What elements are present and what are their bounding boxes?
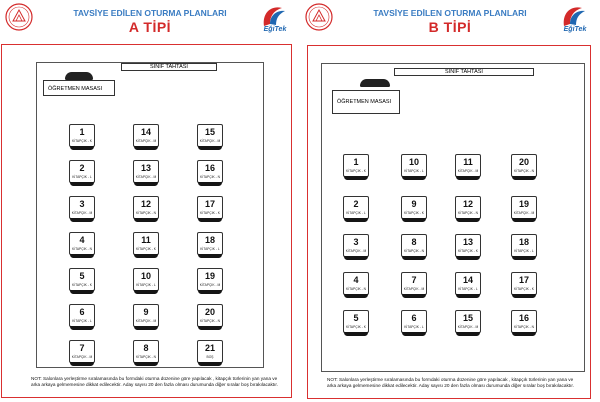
classroom-layout <box>321 63 585 372</box>
exam-seat <box>133 268 159 295</box>
chair-icon <box>344 176 368 180</box>
booklet-type: KİTAPÇIK - N <box>71 247 93 251</box>
exam-seat <box>197 268 223 295</box>
chair-icon <box>198 146 222 150</box>
chair-icon <box>344 332 368 336</box>
teacher-chair-icon <box>65 72 93 80</box>
seat-number: 5 <box>79 271 85 281</box>
seat-number: 13 <box>462 237 473 247</box>
seat-number: 15 <box>462 313 473 323</box>
seat-number: 2 <box>353 199 359 209</box>
classroom-layout <box>36 62 264 368</box>
exam-seat <box>133 124 159 151</box>
plan-type-title: B TİPİ <box>428 19 472 35</box>
exam-seat <box>69 304 95 331</box>
exam-seat <box>511 272 537 299</box>
booklet-type: KİTAPÇIK - K <box>514 287 534 291</box>
seat-number: 1 <box>79 127 85 137</box>
chair-icon <box>402 256 426 260</box>
seat-number: 14 <box>140 127 151 137</box>
exam-seat <box>401 196 427 223</box>
booklet-type: KİTAPÇIK - L <box>136 283 156 287</box>
chair-icon <box>70 182 94 186</box>
booklet-type: KİTAPÇIK - L <box>514 249 534 253</box>
seat-number: 3 <box>79 199 85 209</box>
chair-icon <box>134 218 158 222</box>
seat-number: 17 <box>204 199 215 209</box>
chair-icon <box>70 218 94 222</box>
exam-seat <box>455 196 481 223</box>
booklet-type: KİTAPÇIK - M <box>135 139 157 143</box>
egitek-label: EğiTek <box>563 26 587 33</box>
booklet-type: KİTAPÇIK - K <box>200 211 220 215</box>
instruction-note: NOT: Salonlara yerleştirme sıralamasında bu formdaki oturma düzenine göre yapılacak , kitapçık türlerinin yan yana ve arka arkaya gelmemesine dikkat edilecektir. Aday sayısı 20 den fazla olması durumunda diğer sıralar boş bırakılacaktır. <box>31 376 278 387</box>
seat-number: 18 <box>204 235 215 245</box>
chair-icon <box>456 176 480 180</box>
exam-seat <box>343 272 369 299</box>
exam-seat <box>401 272 427 299</box>
booklet-type: KİTAPÇIK - K <box>346 325 366 329</box>
booklet-type: KİTAPÇIK - N <box>199 175 221 179</box>
exam-seat <box>511 310 537 337</box>
exam-seat <box>133 340 159 367</box>
booklet-type: KİTAPÇIK - L <box>458 287 478 291</box>
chair-icon <box>456 256 480 260</box>
booklet-type: KİTAPÇIK - L <box>200 247 220 251</box>
seat-number: 16 <box>204 163 215 173</box>
chair-icon <box>402 218 426 222</box>
page-heading: TAVSİYE EDİLEN OTURMA PLANLARI <box>73 8 227 18</box>
exam-seat <box>343 154 369 181</box>
exam-seat <box>455 310 481 337</box>
seat-number: 7 <box>79 343 85 353</box>
booklet-type: KİTAPÇIK - M <box>71 355 93 359</box>
seat-number: 20 <box>518 157 529 167</box>
teacher-desk: ÖĞRETMEN MASASI <box>43 80 115 96</box>
booklet-type: KİTAPÇIK - K <box>72 283 92 287</box>
seat-number: 4 <box>79 235 85 245</box>
chair-icon <box>70 326 94 330</box>
seat-number: 12 <box>462 199 473 209</box>
teacher-chair-icon <box>360 79 390 87</box>
seat-number: 9 <box>411 199 417 209</box>
plan-b-header <box>300 0 600 44</box>
chair-icon <box>512 176 536 180</box>
seat-number: 18 <box>518 237 529 247</box>
egitek-label: EğiTek <box>263 26 287 33</box>
teacher-desk: ÖĞRETMEN MASASI <box>332 90 400 114</box>
chair-icon <box>134 362 158 366</box>
booklet-type: KİTAPÇIK - K <box>404 211 424 215</box>
chair-icon <box>456 218 480 222</box>
chair-icon <box>344 256 368 260</box>
exam-seat <box>401 234 427 261</box>
exam-seat <box>401 154 427 181</box>
exam-seat <box>197 304 223 331</box>
seat-number: 19 <box>518 199 529 209</box>
chair-icon <box>198 290 222 294</box>
chair-icon <box>456 294 480 298</box>
exam-seat <box>197 196 223 223</box>
exam-seat <box>455 234 481 261</box>
exam-seat <box>343 310 369 337</box>
seat-number: 10 <box>408 157 419 167</box>
booklet-type: KİTAPÇIK - N <box>513 169 535 173</box>
exam-seat <box>511 234 537 261</box>
booklet-type: KİTAPÇIK - L <box>404 325 424 329</box>
booklet-type: BOŞ <box>206 355 214 359</box>
chair-icon <box>198 362 222 366</box>
booklet-type: KİTAPÇIK - K <box>346 169 366 173</box>
exam-seat <box>511 154 537 181</box>
booklet-type: KİTAPÇIK - M <box>135 319 157 323</box>
exam-seat <box>133 196 159 223</box>
booklet-type: KİTAPÇIK - N <box>199 319 221 323</box>
exam-seat <box>69 124 95 151</box>
plan-type-title: A TİPİ <box>128 19 172 35</box>
chair-icon <box>198 182 222 186</box>
booklet-type: KİTAPÇIK - N <box>135 211 157 215</box>
seat-number: 3 <box>353 237 359 247</box>
booklet-type: KİTAPÇIK - N <box>135 355 157 359</box>
chair-icon <box>344 294 368 298</box>
seat-number: 15 <box>204 127 215 137</box>
seat-number: 13 <box>140 163 151 173</box>
seat-number: 4 <box>353 275 359 285</box>
exam-seat <box>401 310 427 337</box>
exam-seat <box>69 232 95 259</box>
chair-icon <box>512 256 536 260</box>
seat-number: 11 <box>463 157 473 167</box>
seat-number: 6 <box>411 313 417 323</box>
seat-number: 16 <box>518 313 529 323</box>
chair-icon <box>198 326 222 330</box>
exam-seat <box>197 124 223 151</box>
exam-seat <box>133 304 159 331</box>
chair-icon <box>344 218 368 222</box>
seat-number: 8 <box>411 237 417 247</box>
chair-icon <box>70 254 94 258</box>
booklet-type: KİTAPÇIK - L <box>72 319 92 323</box>
booklet-type: KİTAPÇIK - M <box>513 211 535 215</box>
seat-number: 6 <box>79 307 85 317</box>
booklet-type: KİTAPÇIK - L <box>346 211 366 215</box>
seat-number: 11 <box>141 235 151 245</box>
chair-icon <box>134 146 158 150</box>
exam-seat <box>197 160 223 187</box>
seat-number: 9 <box>143 307 149 317</box>
seat-number: 5 <box>353 313 359 323</box>
booklet-type: KİTAPÇIK - M <box>457 325 479 329</box>
seat-number: 20 <box>204 307 215 317</box>
chair-icon <box>134 254 158 258</box>
seat-number: 1 <box>353 157 359 167</box>
chair-icon <box>402 332 426 336</box>
exam-seat <box>69 160 95 187</box>
chair-icon <box>198 218 222 222</box>
exam-seat <box>197 340 223 367</box>
booklet-type: KİTAPÇIK - N <box>403 249 425 253</box>
chair-icon <box>512 218 536 222</box>
chair-icon <box>134 326 158 330</box>
exam-seat <box>455 272 481 299</box>
chair-icon <box>70 146 94 150</box>
booklet-type: KİTAPÇIK - M <box>135 175 157 179</box>
booklet-type: KİTAPÇIK - L <box>72 175 92 179</box>
chair-icon <box>198 254 222 258</box>
exam-seat <box>197 232 223 259</box>
exam-seat <box>511 196 537 223</box>
blackboard: SINIF TAHTASI <box>394 68 534 76</box>
chair-icon <box>512 332 536 336</box>
chair-icon <box>134 290 158 294</box>
booklet-type: KİTAPÇIK - N <box>513 325 535 329</box>
booklet-type: KİTAPÇIK - M <box>457 169 479 173</box>
blackboard: SINIF TAHTASI <box>121 63 217 71</box>
booklet-type: KİTAPÇIK - M <box>199 283 221 287</box>
booklet-type: KİTAPÇIK - M <box>199 139 221 143</box>
booklet-type: KİTAPÇIK - N <box>345 287 367 291</box>
seat-number: 21 <box>204 343 215 353</box>
exam-seat <box>69 340 95 367</box>
booklet-type: KİTAPÇIK - K <box>458 249 478 253</box>
exam-seat <box>69 196 95 223</box>
booklet-type: KİTAPÇIK - L <box>404 169 424 173</box>
seat-number: 12 <box>140 199 151 209</box>
chair-icon <box>70 362 94 366</box>
chair-icon <box>456 332 480 336</box>
seat-number: 14 <box>462 275 473 285</box>
exam-seat <box>343 196 369 223</box>
exam-seat <box>455 154 481 181</box>
chair-icon <box>402 294 426 298</box>
plan-b-panel <box>300 0 600 402</box>
page-heading: TAVSİYE EDİLEN OTURMA PLANLARI <box>373 8 527 18</box>
instruction-note: NOT: Salonlara yerleştirme sıralamasında bu formdaki oturma düzenine göre yapılacak , kitapçık türlerinin yan yana ve arka arkaya gelmemesine dikkat edilecektir. Aday sayısı 20 den fazla olması durumunda diğer sıralar boş bırakılacaktır. <box>327 377 574 388</box>
chair-icon <box>70 290 94 294</box>
chair-icon <box>402 176 426 180</box>
seat-number: 7 <box>411 275 417 285</box>
booklet-type: KİTAPÇIK - M <box>345 249 367 253</box>
booklet-type: KİTAPÇIK - K <box>136 247 156 251</box>
seat-number: 8 <box>143 343 149 353</box>
exam-seat <box>133 160 159 187</box>
chair-icon <box>134 182 158 186</box>
booklet-type: KİTAPÇIK - K <box>72 139 92 143</box>
booklet-type: KİTAPÇIK - M <box>71 211 93 215</box>
seat-number: 10 <box>140 271 151 281</box>
seat-number: 19 <box>204 271 215 281</box>
exam-seat <box>343 234 369 261</box>
seat-number: 17 <box>518 275 529 285</box>
exam-seat <box>69 268 95 295</box>
exam-seat <box>133 232 159 259</box>
booklet-type: KİTAPÇIK - M <box>403 287 425 291</box>
booklet-type: KİTAPÇIK - N <box>457 211 479 215</box>
plan-a-header <box>0 0 300 44</box>
chair-icon <box>512 294 536 298</box>
seat-number: 2 <box>79 163 85 173</box>
